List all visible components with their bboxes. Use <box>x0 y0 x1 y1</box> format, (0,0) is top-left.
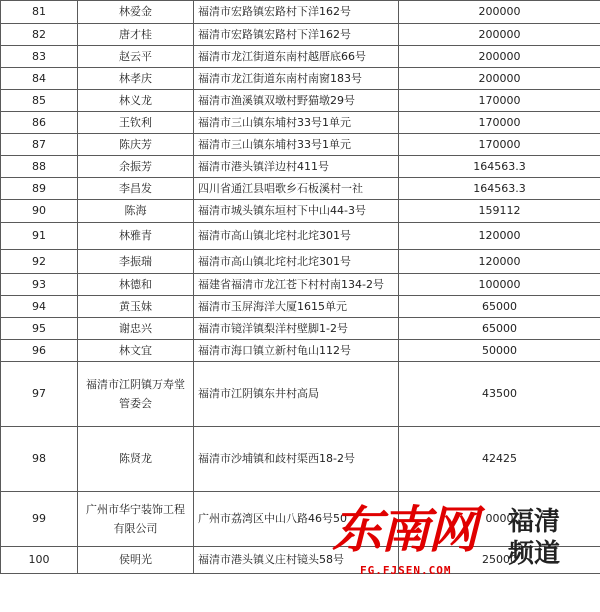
row-number: 91 <box>1 223 78 250</box>
row-number: 92 <box>1 250 78 274</box>
row-number: 98 <box>1 427 78 492</box>
table-row <box>1 68 600 90</box>
row-name: 唐才桂 <box>78 24 194 46</box>
table-row <box>1 296 600 318</box>
row-amount: 50000 <box>399 340 600 362</box>
table-row <box>1 200 600 223</box>
row-address: 福清市三山镇东埔村33号1单元 <box>194 134 399 156</box>
row-number: 81 <box>1 1 78 24</box>
row-amount: 43500 <box>399 362 600 427</box>
row-amount: 170000 <box>399 90 600 112</box>
row-amount: 159112 <box>399 200 600 223</box>
row-name: 广州市华宁装饰工程 有限公司 <box>78 492 194 547</box>
watermark-brand: 东南网 <box>332 501 476 559</box>
row-address: 福清市高山镇北垞村北垞301号 <box>194 223 399 250</box>
row-amount: 170000 <box>399 134 600 156</box>
row-name: 林孝庆 <box>78 68 194 90</box>
row-number: 94 <box>1 296 78 318</box>
row-address: 福清市龙江街道东南村越厝底66号 <box>194 46 399 68</box>
row-name: 林文宜 <box>78 340 194 362</box>
row-number: 100 <box>1 547 78 574</box>
row-number: 82 <box>1 24 78 46</box>
watermark-channel-line1: 福清 <box>508 507 561 537</box>
table-row <box>1 223 600 250</box>
row-address: 福清市镜洋镇梨洋村壁脚1-2号 <box>194 318 399 340</box>
row-amount: 200000 <box>399 24 600 46</box>
row-address: 广州市荔湾区中山八路46号50 <box>194 492 399 547</box>
table-row <box>1 1 600 24</box>
row-number: 88 <box>1 156 78 178</box>
row-number: 86 <box>1 112 78 134</box>
row-name: 陈贤龙 <box>78 427 194 492</box>
row-address: 福清市高山镇北垞村北垞301号 <box>194 250 399 274</box>
row-number: 84 <box>1 68 78 90</box>
row-address: 福清市玉屏海洋大厦1615单元 <box>194 296 399 318</box>
table-row <box>1 156 600 178</box>
row-number: 83 <box>1 46 78 68</box>
row-amount: 170000 <box>399 112 600 134</box>
row-amount: 25000 <box>399 547 600 574</box>
table-row <box>1 318 600 340</box>
row-address: 福清市海口镇立新村龟山112号 <box>194 340 399 362</box>
row-name: 林德和 <box>78 274 194 296</box>
table-row <box>1 112 600 134</box>
row-name: 李振瑞 <box>78 250 194 274</box>
row-amount: 200000 <box>399 68 600 90</box>
table-row <box>1 492 600 547</box>
table-row <box>1 274 600 296</box>
row-name: 福清市江阴镇万寿堂 管委会 <box>78 362 194 427</box>
row-amount: 0000 <box>399 492 600 547</box>
row-number: 87 <box>1 134 78 156</box>
row-address: 福清市江阴镇东井村高局 <box>194 362 399 427</box>
row-amount: 65000 <box>399 296 600 318</box>
row-number: 90 <box>1 200 78 223</box>
row-name: 谢忠兴 <box>78 318 194 340</box>
row-address: 福清市渔溪镇双墩村野猫墩29号 <box>194 90 399 112</box>
row-number: 85 <box>1 90 78 112</box>
row-number: 97 <box>1 362 78 427</box>
row-amount: 164563.3 <box>399 178 600 200</box>
row-address: 福清市城头镇东垣村下中山44-3号 <box>194 200 399 223</box>
row-address: 福清市宏路镇宏路村下洋162号 <box>194 1 399 24</box>
row-address: 福清市龙江街道东南村南窗183号 <box>194 68 399 90</box>
row-address: 福清市宏路镇宏路村下洋162号 <box>194 24 399 46</box>
row-amount: 120000 <box>399 250 600 274</box>
row-name: 林爱金 <box>78 1 194 24</box>
row-name: 黄玉妹 <box>78 296 194 318</box>
row-address: 福清市三山镇东埔村33号1单元 <box>194 112 399 134</box>
row-number: 89 <box>1 178 78 200</box>
row-address: 福清市港头镇义庄村镜头58号 <box>194 547 399 574</box>
row-name: 王钦利 <box>78 112 194 134</box>
row-amount: 120000 <box>399 223 600 250</box>
table-row <box>1 24 600 46</box>
row-number: 96 <box>1 340 78 362</box>
watermark-url: FG.FJSEN.COM <box>360 564 452 577</box>
row-name: 陈海 <box>78 200 194 223</box>
row-name: 李昌发 <box>78 178 194 200</box>
row-amount: 164563.3 <box>399 156 600 178</box>
table-row <box>1 178 600 200</box>
row-amount: 200000 <box>399 1 600 24</box>
table-row <box>1 134 600 156</box>
row-number: 93 <box>1 274 78 296</box>
table-row <box>1 250 600 274</box>
table-row <box>1 547 600 574</box>
row-address: 福清市港头镇洋边村411号 <box>194 156 399 178</box>
row-address: 福建省福清市龙江苍下村村南134-2号 <box>194 274 399 296</box>
row-name: 陈庆芳 <box>78 134 194 156</box>
table-row <box>1 362 600 427</box>
row-name: 林雅青 <box>78 223 194 250</box>
table-row <box>1 46 600 68</box>
row-amount: 200000 <box>399 46 600 68</box>
row-amount: 100000 <box>399 274 600 296</box>
watermark-channel-line2: 频道 <box>508 539 561 569</box>
row-number: 99 <box>1 492 78 547</box>
row-amount: 42425 <box>399 427 600 492</box>
table-row <box>1 340 600 362</box>
row-name: 余振芳 <box>78 156 194 178</box>
row-address: 福清市沙埔镇和歧村渠西18-2号 <box>194 427 399 492</box>
table-row <box>1 427 600 492</box>
row-address: 四川省通江县唱歌乡石板溪村一社 <box>194 178 399 200</box>
table-row <box>1 90 600 112</box>
row-amount: 65000 <box>399 318 600 340</box>
row-name: 赵云平 <box>78 46 194 68</box>
row-number: 95 <box>1 318 78 340</box>
row-name: 侯明光 <box>78 547 194 574</box>
row-name: 林义龙 <box>78 90 194 112</box>
